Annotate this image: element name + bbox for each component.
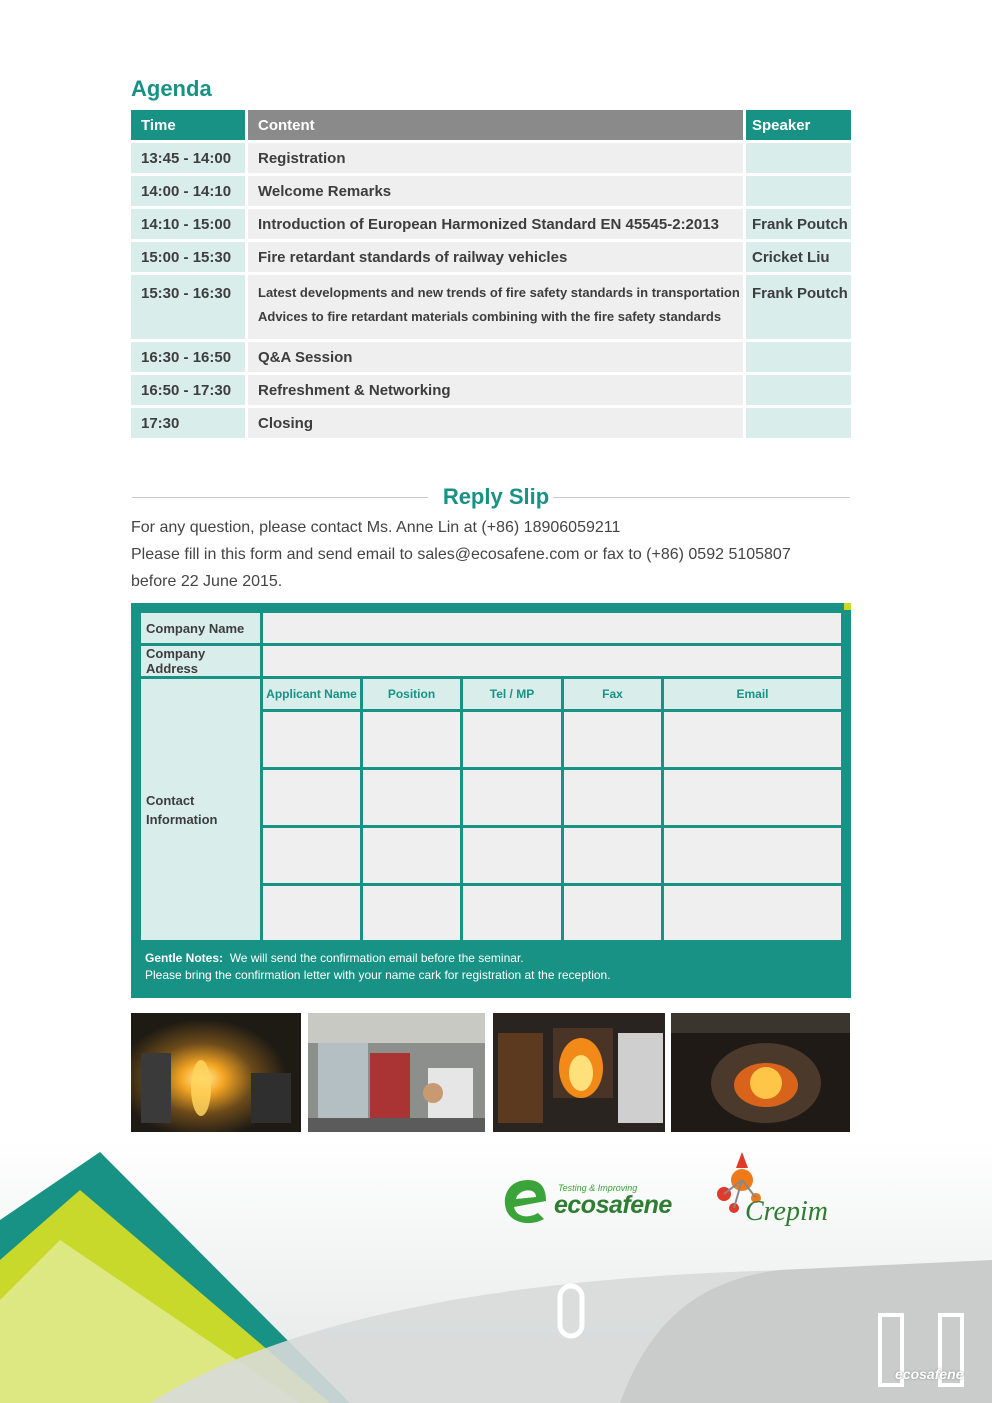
agenda-content-line: Advices to fire retardant materials combining with the fire safety standards — [258, 309, 722, 324]
contact-label-line: Information — [146, 811, 218, 827]
agenda-table — [131, 110, 851, 441]
agenda-time: 15:00 - 15:30 — [131, 242, 245, 272]
agenda-content: Welcome Remarks — [248, 176, 743, 206]
position-cell[interactable] — [363, 770, 460, 825]
agenda-header-speaker: Speaker — [746, 110, 851, 140]
contact-label-line: Contact — [146, 792, 195, 808]
applicant-name-cell[interactable] — [263, 770, 360, 825]
agenda-row — [131, 342, 851, 372]
photo-laboratory — [308, 1013, 485, 1132]
crepim-logo — [712, 1150, 857, 1240]
agenda-header-content: Content — [248, 110, 743, 140]
company-address-label: Company Address — [141, 646, 260, 676]
agenda-speaker — [746, 408, 851, 438]
contact-information-label — [141, 679, 260, 940]
fax-cell[interactable] — [564, 886, 661, 940]
agenda-content: Q&A Session — [248, 342, 743, 372]
gentle-notes — [145, 950, 611, 984]
applicant-name-cell[interactable] — [263, 828, 360, 883]
position-cell[interactable] — [363, 886, 460, 940]
ecosafene-logo — [500, 1175, 690, 1230]
tel-cell[interactable] — [463, 770, 561, 825]
column-applicant-name: Applicant Name — [263, 679, 360, 709]
applicant-name-cell[interactable] — [263, 712, 360, 767]
email-cell[interactable] — [664, 828, 841, 883]
tel-cell[interactable] — [463, 712, 561, 767]
form-corner-accent — [844, 603, 851, 610]
reply-slip-title: Reply Slip — [442, 484, 550, 509]
column-fax: Fax — [564, 679, 661, 709]
agenda-time: 16:50 - 17:30 — [131, 375, 245, 405]
agenda-speaker: Frank Poutch — [746, 209, 851, 239]
position-cell[interactable] — [363, 828, 460, 883]
agenda-title: Agenda — [131, 76, 212, 101]
agenda-row — [131, 408, 851, 438]
agenda-row — [131, 176, 851, 206]
fax-cell[interactable] — [564, 770, 661, 825]
agenda-row — [131, 275, 851, 339]
notes-text: We will send the confirmation email before the seminar. — [229, 951, 524, 965]
agenda-speaker — [746, 342, 851, 372]
notes-text-2: Please bring the confirmation letter with your name cark for registration at the reception. — [145, 968, 611, 982]
position-cell[interactable] — [363, 712, 460, 767]
photo-cone-heater — [671, 1013, 850, 1132]
company-address-field[interactable] — [263, 646, 841, 676]
applicant-name-cell[interactable] — [263, 886, 360, 940]
ecosafene-tagline: Testing & Improving — [558, 1183, 638, 1193]
instruction-line: Please fill in this form and send email to sales@ecosafene.com or fax to (+86) 0592 5105807 — [131, 546, 791, 563]
photo-flame-test — [131, 1013, 301, 1132]
agenda-content: Introduction of European Harmonized Standard EN 45545-2:2013 — [248, 209, 743, 239]
agenda-header-row — [131, 110, 851, 140]
agenda-speaker: Cricket Liu — [746, 242, 851, 272]
column-position: Position — [363, 679, 460, 709]
agenda-row — [131, 143, 851, 173]
company-name-field[interactable] — [263, 613, 841, 643]
agenda-content: Fire retardant standards of railway vehicles — [248, 242, 743, 272]
email-cell[interactable] — [664, 886, 841, 940]
agenda-content: Closing — [248, 408, 743, 438]
email-cell[interactable] — [664, 712, 841, 767]
agenda-time: 14:00 - 14:10 — [131, 176, 245, 206]
photo-furnace-fire — [493, 1013, 665, 1132]
crepim-wordmark: Crepim — [745, 1196, 828, 1227]
contact-line: For any question, please contact Ms. Anne Lin at (+86) 18906059211 — [131, 519, 621, 536]
tel-cell[interactable] — [463, 828, 561, 883]
ecosafene-wordmark: ecosafene — [554, 1191, 672, 1219]
reply-form — [131, 603, 851, 998]
agenda-content-line: Latest developments and new trends of fire safety standards in transportation — [258, 285, 740, 300]
tel-cell[interactable] — [463, 886, 561, 940]
agenda-header-time: Time — [131, 110, 245, 140]
agenda-row — [131, 209, 851, 239]
fax-cell[interactable] — [564, 712, 661, 767]
agenda-content: Registration — [248, 143, 743, 173]
watermark: ecosafene — [895, 1366, 964, 1382]
agenda-content: Refreshment & Networking — [248, 375, 743, 405]
agenda-speaker — [746, 176, 851, 206]
agenda-speaker — [746, 375, 851, 405]
column-email: Email — [664, 679, 841, 709]
fax-cell[interactable] — [564, 828, 661, 883]
deadline-line: before 22 June 2015. — [131, 573, 283, 590]
agenda-time: 14:10 - 15:00 — [131, 209, 245, 239]
agenda-row — [131, 375, 851, 405]
company-name-label: Company Name — [141, 613, 260, 643]
agenda-row — [131, 242, 851, 272]
agenda-speaker — [746, 143, 851, 173]
agenda-speaker: Frank Poutch — [746, 275, 851, 339]
column-tel: Tel / MP — [463, 679, 561, 709]
agenda-time: 15:30 - 16:30 — [131, 275, 245, 339]
notes-label: Gentle Notes: — [145, 951, 224, 965]
agenda-time: 16:30 - 16:50 — [131, 342, 245, 372]
agenda-content — [248, 275, 743, 339]
email-cell[interactable] — [664, 770, 841, 825]
agenda-time: 17:30 — [131, 408, 245, 438]
agenda-time: 13:45 - 14:00 — [131, 143, 245, 173]
